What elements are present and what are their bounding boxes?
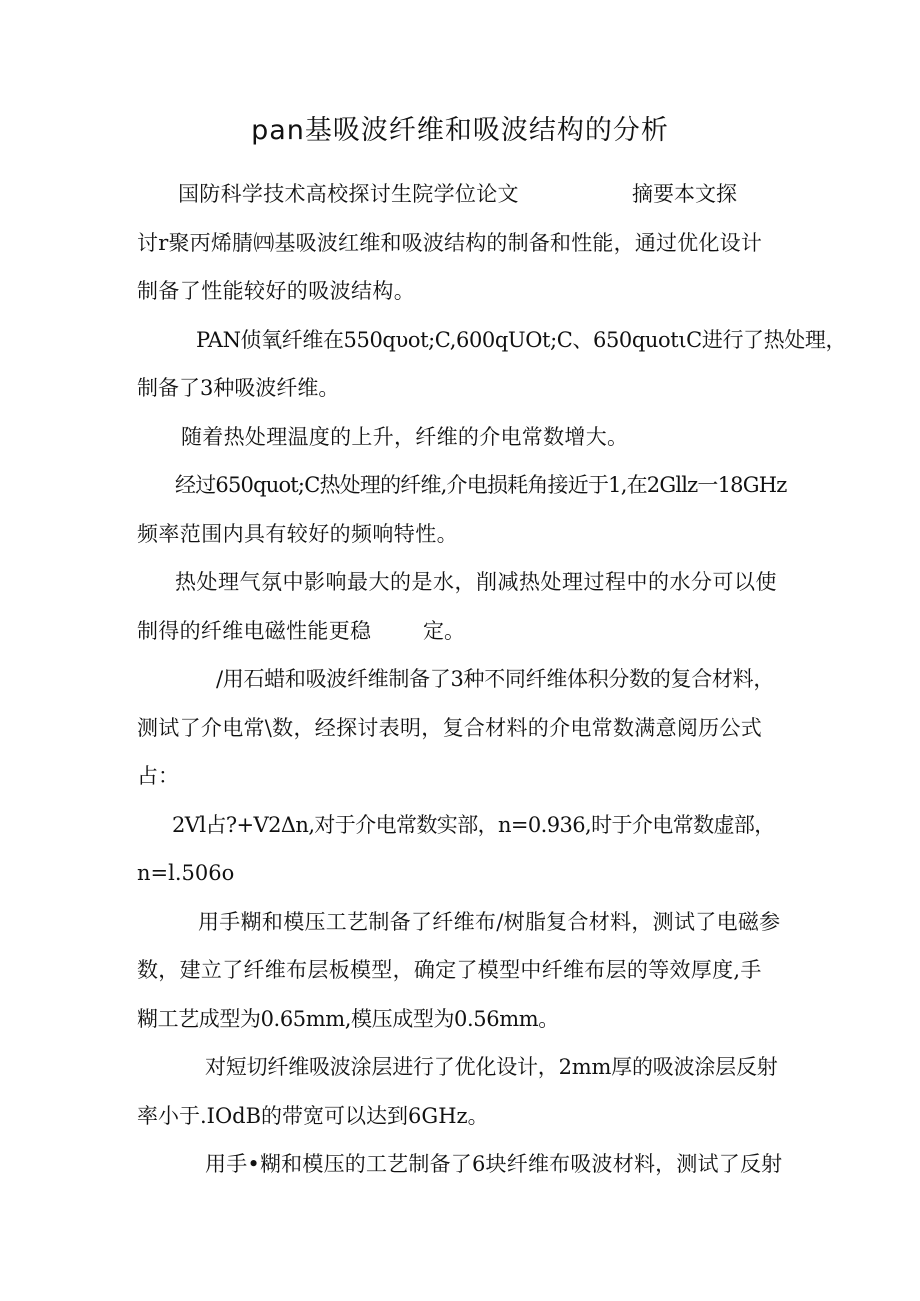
text-line: 用手糊和模压工艺制备了纤维布/树脂复合材料，测试了电磁参 (198, 910, 781, 934)
text-line: 热处理气氛中影响最大的是水，削减热处理过程中的水分可以使 (175, 570, 777, 594)
text-line: 对短切纤维吸波涂层进行了优化设计，2mm厚的吸波涂层反射 (205, 1055, 778, 1079)
text-line: 糊工艺成型为0.65mm,模压成型为0.56mm。 (137, 1007, 559, 1031)
text-line: PAN侦氧纤维在550qυot;C,600qUOt;C、650quotιC进行了热处理， (196, 328, 847, 352)
text-line: 制备了性能较好的吸波结构。 (137, 279, 416, 303)
text-line: 国防科学技术高校探讨生院学位论文 (178, 182, 519, 206)
text-line: 用手•糊和模压的工艺制备了6块纤维布吸波材料，测试了反射 (205, 1152, 783, 1176)
text-line: 数，建立了纤维布层板模型，确定了模型中纤维布层的等效厚度,手 (137, 958, 762, 982)
text-line: 定。 (423, 619, 465, 643)
text-line: 占： (137, 764, 179, 788)
text-line: 讨r聚丙烯腈㈣基吸波红维和吸波结构的制备和性能，通过优化设计 (137, 231, 763, 255)
text-line: 测试了介电常\数，经探讨表明，复合材料的介电常数满意阅历公式 (137, 716, 763, 740)
text-line: 制备了3种吸波纤维。 (137, 376, 340, 400)
text-line: 2Vl占?+V2Δn,对于介电常数实部，n=0.936,时于介电常数虚部， (172, 813, 775, 837)
text-line: n=l.506o (137, 861, 235, 885)
document-title: pan基吸波纤维和吸波结构的分析 (251, 115, 669, 146)
text-line: 制得的纤维电磁性能更稳 (137, 619, 372, 643)
text-line: 摘要本文探 (632, 182, 737, 206)
text-line: 率小于.IOdB的带宽可以达到6GHz。 (137, 1104, 489, 1128)
text-line: 频率范围内具有较好的频响特性。 (137, 522, 458, 546)
text-line: /用石蜡和吸波纤维制备了3种不同纤维体积分数的复合材料， (216, 667, 775, 691)
text-line: 经过650quot;C热处理的纤维,介电损耗角接近于1,在2Gllz一18GHz (175, 473, 787, 497)
text-line: 随着热处理温度的上升，纤维的介电常数增大。 (181, 425, 629, 449)
